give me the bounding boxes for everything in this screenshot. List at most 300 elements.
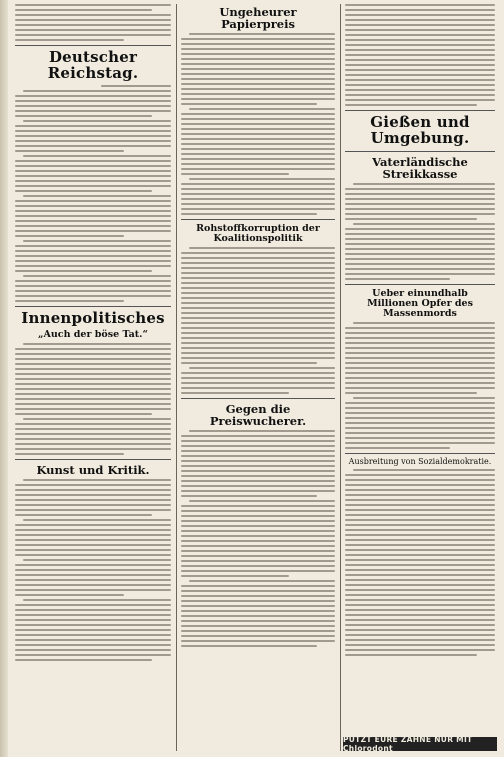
text-line — [15, 549, 171, 551]
headline-ausbreitung: Ausbreitung von Sozialdemokratie. — [348, 456, 492, 466]
text-line — [181, 455, 335, 457]
text-line — [345, 544, 495, 546]
text-line — [353, 183, 495, 185]
text-line — [181, 347, 335, 349]
headline-reichstag: Deutscher Reichstag. — [47, 48, 139, 82]
text-line — [353, 322, 495, 324]
text-line — [345, 654, 477, 656]
text-line — [353, 469, 495, 471]
text-line — [15, 428, 171, 430]
text-line — [345, 377, 495, 379]
text-line — [15, 448, 171, 450]
text-line — [181, 382, 335, 384]
text-line — [15, 245, 171, 247]
text-line — [345, 402, 495, 404]
text-line — [181, 440, 335, 442]
text-line — [345, 412, 495, 414]
text-line — [345, 609, 495, 611]
headline-opfer: Ueber einundhalb Millionen Opfer des Massenmords — [367, 287, 473, 319]
text-line — [181, 297, 335, 299]
text-line — [181, 480, 335, 482]
text-line — [181, 58, 335, 60]
text-line — [345, 539, 495, 541]
text-line — [181, 292, 335, 294]
text-line — [181, 43, 335, 45]
text-line — [15, 210, 171, 212]
text-line — [181, 530, 335, 532]
text-line — [15, 300, 124, 302]
text-line — [345, 258, 495, 260]
text-line — [345, 99, 495, 101]
text-line — [23, 343, 171, 345]
text-line — [181, 282, 335, 284]
text-line — [189, 580, 335, 582]
text-line — [345, 14, 495, 16]
text-line — [345, 579, 495, 581]
text-line — [345, 594, 495, 596]
text-line — [345, 574, 495, 576]
text-line — [15, 378, 171, 380]
headline-rohstoffe: Rohstoffkorruption der Koalitionspolitik — [196, 223, 320, 245]
text-line — [181, 173, 289, 175]
text-line — [181, 193, 335, 195]
text-line — [181, 287, 335, 289]
text-line — [181, 138, 335, 140]
text-line — [181, 262, 335, 264]
text-line — [345, 479, 495, 481]
text-line — [15, 95, 171, 97]
text-line — [15, 205, 171, 207]
text-line — [181, 495, 317, 497]
text-line — [181, 267, 335, 269]
text-line — [181, 78, 335, 80]
text-line — [345, 392, 477, 394]
text-line — [181, 252, 335, 254]
text-line — [181, 550, 335, 552]
text-line — [23, 155, 171, 157]
text-line — [23, 519, 171, 521]
text-line — [345, 417, 495, 419]
text-line — [189, 367, 335, 369]
text-line — [345, 484, 495, 486]
text-line — [15, 285, 171, 287]
text-line — [181, 143, 335, 145]
text-line — [345, 357, 495, 359]
text-line — [23, 479, 171, 481]
text-line — [15, 539, 171, 541]
text-line — [345, 489, 495, 491]
text-line — [345, 337, 495, 339]
text-line — [15, 125, 171, 127]
text-line — [345, 248, 495, 250]
text-line — [15, 574, 171, 576]
text-line — [15, 489, 171, 491]
text-line — [181, 635, 335, 637]
text-line — [345, 614, 495, 616]
text-line — [345, 437, 495, 439]
text-line — [345, 549, 495, 551]
text-line — [15, 383, 171, 385]
text-line — [353, 397, 495, 399]
text-line — [181, 610, 335, 612]
text-line — [181, 113, 335, 115]
text-line — [15, 494, 171, 496]
text-line — [15, 363, 171, 365]
text-line — [181, 470, 335, 472]
text-line — [181, 68, 335, 70]
text-line — [345, 569, 495, 571]
text-line — [345, 59, 495, 61]
text-line — [181, 575, 289, 577]
text-line — [15, 110, 171, 112]
text-line — [23, 599, 171, 601]
text-line — [15, 438, 171, 440]
text-line — [15, 170, 171, 172]
text-line — [15, 393, 171, 395]
text-line — [23, 90, 171, 92]
text-line — [345, 589, 495, 591]
text-line — [181, 510, 335, 512]
text-line — [181, 362, 317, 364]
column-rule — [176, 4, 177, 751]
text-line — [15, 554, 171, 556]
text-line — [15, 499, 171, 501]
text-line — [345, 94, 495, 96]
headline-kunst: Kunst und Kritik. — [36, 463, 150, 478]
text-line — [181, 93, 335, 95]
text-line — [15, 629, 171, 631]
text-line — [345, 352, 495, 354]
text-line — [345, 34, 495, 36]
text-line — [15, 453, 124, 455]
text-line — [15, 654, 171, 656]
text-line — [15, 100, 171, 102]
text-line — [15, 524, 171, 526]
text-line — [15, 514, 152, 516]
text-line — [15, 564, 171, 566]
text-line — [15, 659, 152, 661]
text-line — [181, 515, 335, 517]
text-line — [181, 372, 335, 374]
text-line — [345, 39, 495, 41]
text-line — [15, 105, 171, 107]
text-line — [15, 403, 171, 405]
text-line — [15, 649, 171, 651]
text-line — [15, 235, 124, 237]
text-line — [15, 348, 171, 350]
text-line — [15, 135, 171, 137]
text-line — [345, 347, 495, 349]
text-line — [15, 255, 171, 257]
text-line — [181, 505, 335, 507]
text-line — [181, 312, 335, 314]
text-line — [189, 247, 335, 249]
text-line — [181, 615, 335, 617]
text-line — [345, 332, 495, 334]
text-line — [15, 544, 171, 546]
text-line — [345, 372, 495, 374]
text-line — [345, 253, 495, 255]
text-line — [345, 233, 495, 235]
text-line — [181, 357, 335, 359]
text-line — [345, 599, 495, 601]
text-line — [181, 272, 335, 274]
text-line — [15, 569, 171, 571]
text-line — [345, 238, 495, 240]
text-line — [181, 168, 335, 170]
text-line — [181, 148, 335, 150]
text-line — [345, 644, 495, 646]
column-rule — [340, 4, 341, 751]
text-line — [15, 504, 171, 506]
text-line — [345, 514, 495, 516]
text-line — [345, 64, 495, 66]
text-line — [181, 625, 335, 627]
text-line — [181, 302, 335, 304]
text-line — [181, 327, 335, 329]
text-line — [345, 273, 495, 275]
text-line — [345, 49, 495, 51]
divider — [15, 459, 171, 460]
text-line — [15, 423, 171, 425]
text-line — [181, 183, 335, 185]
text-line — [181, 535, 335, 537]
text-line — [181, 337, 335, 339]
text-line — [189, 108, 335, 110]
subheadline-innen: „Auch der böse Tat.“ — [38, 329, 148, 341]
text-line — [345, 327, 495, 329]
text-line — [15, 160, 171, 162]
text-line — [345, 198, 495, 200]
headline-papierpreis: Ungeheurer Papierpreis — [219, 5, 297, 32]
divider — [15, 306, 171, 307]
text-line — [15, 140, 171, 142]
text-line — [345, 203, 495, 205]
text-line — [15, 145, 171, 147]
text-line — [181, 63, 335, 65]
text-line — [181, 38, 335, 40]
text-line — [15, 634, 171, 636]
text-line — [345, 104, 477, 106]
text-line — [181, 520, 335, 522]
text-line — [345, 649, 495, 651]
divider — [15, 45, 171, 46]
text-line — [15, 24, 171, 26]
text-line — [15, 200, 171, 202]
text-line — [15, 270, 152, 272]
text-line — [181, 123, 335, 125]
text-line — [345, 382, 495, 384]
text-line — [15, 619, 171, 621]
text-line — [15, 290, 171, 292]
text-line — [15, 579, 171, 581]
headline-innenpolitisches: Innenpolitisches — [21, 308, 165, 327]
text-line — [15, 373, 171, 375]
text-line — [345, 427, 495, 429]
text-line — [15, 624, 171, 626]
text-line — [181, 645, 317, 647]
text-line — [15, 609, 171, 611]
text-line — [345, 89, 495, 91]
text-line — [181, 560, 335, 562]
divider — [345, 453, 495, 454]
text-line — [181, 465, 335, 467]
text-line — [15, 529, 171, 531]
headline-giessen: Gießen und Umgebung. — [370, 113, 470, 147]
text-line — [345, 529, 495, 531]
text-line — [15, 408, 171, 410]
text-line — [101, 85, 171, 87]
text-line — [345, 367, 495, 369]
text-line — [181, 103, 317, 105]
text-line — [189, 33, 335, 35]
text-line — [181, 317, 335, 319]
text-line — [345, 193, 495, 195]
text-line — [345, 564, 495, 566]
text-line — [189, 430, 335, 432]
text-line — [345, 342, 495, 344]
text-line — [181, 630, 335, 632]
text-line — [181, 208, 335, 210]
text-line — [181, 198, 335, 200]
text-line — [345, 584, 495, 586]
text-line — [345, 19, 495, 21]
text-line — [345, 624, 495, 626]
page-edge — [0, 0, 8, 757]
text-line — [345, 218, 477, 220]
text-line — [181, 163, 335, 165]
text-line — [345, 84, 495, 86]
text-line — [345, 559, 495, 561]
text-line — [181, 307, 335, 309]
text-line — [15, 509, 171, 511]
column-2 — [178, 2, 338, 650]
text-line — [181, 450, 335, 452]
text-line — [181, 98, 335, 100]
text-line — [345, 387, 495, 389]
text-line — [15, 644, 171, 646]
text-line — [23, 195, 171, 197]
headline-vaterlaendische: Vaterländische Streikkasse — [372, 154, 468, 181]
text-line — [189, 500, 335, 502]
text-line — [181, 88, 335, 90]
text-line — [345, 432, 495, 434]
text-line — [15, 433, 171, 435]
text-line — [181, 490, 335, 492]
text-line — [345, 4, 495, 6]
text-line — [15, 29, 171, 31]
text-line — [181, 332, 335, 334]
chlorodont-advert: PUTZT EURE ZÄHNE NUR MIT Chlorodont — [343, 737, 497, 751]
text-line — [181, 620, 335, 622]
text-line — [345, 208, 495, 210]
text-line — [181, 213, 317, 215]
text-line — [353, 223, 495, 225]
text-line — [15, 639, 171, 641]
text-line — [181, 322, 335, 324]
text-line — [181, 342, 335, 344]
text-line — [181, 118, 335, 120]
text-line — [181, 158, 335, 160]
text-line — [345, 263, 495, 265]
text-line — [15, 260, 171, 262]
text-line — [345, 69, 495, 71]
text-line — [345, 619, 495, 621]
text-line — [181, 600, 335, 602]
text-line — [181, 387, 335, 389]
text-line — [181, 565, 335, 567]
text-line — [181, 485, 335, 487]
text-line — [181, 53, 335, 55]
text-line — [181, 352, 335, 354]
text-line — [15, 250, 171, 252]
text-line — [345, 442, 495, 444]
text-line — [345, 534, 495, 536]
text-line — [15, 358, 171, 360]
text-line — [345, 499, 495, 501]
text-line — [15, 413, 152, 415]
text-line — [345, 243, 495, 245]
text-line — [181, 133, 335, 135]
text-line — [15, 295, 171, 297]
text-line — [345, 268, 495, 270]
divider — [181, 398, 335, 399]
text-line — [15, 9, 152, 11]
text-line — [181, 570, 335, 572]
text-line — [345, 9, 495, 11]
text-line — [345, 228, 495, 230]
text-line — [345, 629, 495, 631]
text-line — [345, 79, 495, 81]
text-line — [345, 362, 495, 364]
text-line — [15, 280, 171, 282]
text-line — [345, 639, 495, 641]
text-line — [15, 215, 171, 217]
text-line — [181, 590, 335, 592]
text-line — [345, 634, 495, 636]
divider — [345, 151, 495, 152]
text-line — [15, 130, 171, 132]
text-line — [15, 604, 171, 606]
divider — [345, 110, 495, 111]
text-line — [345, 519, 495, 521]
text-line — [181, 73, 335, 75]
text-line — [345, 74, 495, 76]
text-line — [345, 422, 495, 424]
headline-preiswucherer: Gegen die Preiswucherer. — [209, 402, 307, 429]
text-line — [181, 545, 335, 547]
text-line — [15, 175, 171, 177]
text-line — [181, 595, 335, 597]
text-line — [345, 407, 495, 409]
column-3 — [342, 4, 498, 659]
text-line — [15, 34, 171, 36]
text-line — [15, 398, 171, 400]
text-line — [181, 435, 335, 437]
text-line — [15, 14, 171, 16]
text-line — [345, 509, 495, 511]
text-line — [181, 277, 335, 279]
text-line — [345, 474, 495, 476]
text-line — [15, 185, 171, 187]
text-line — [345, 554, 495, 556]
text-line — [15, 484, 171, 486]
text-line — [345, 504, 495, 506]
text-line — [345, 447, 450, 449]
text-line — [23, 418, 171, 420]
text-line — [181, 83, 335, 85]
text-line — [15, 353, 171, 355]
